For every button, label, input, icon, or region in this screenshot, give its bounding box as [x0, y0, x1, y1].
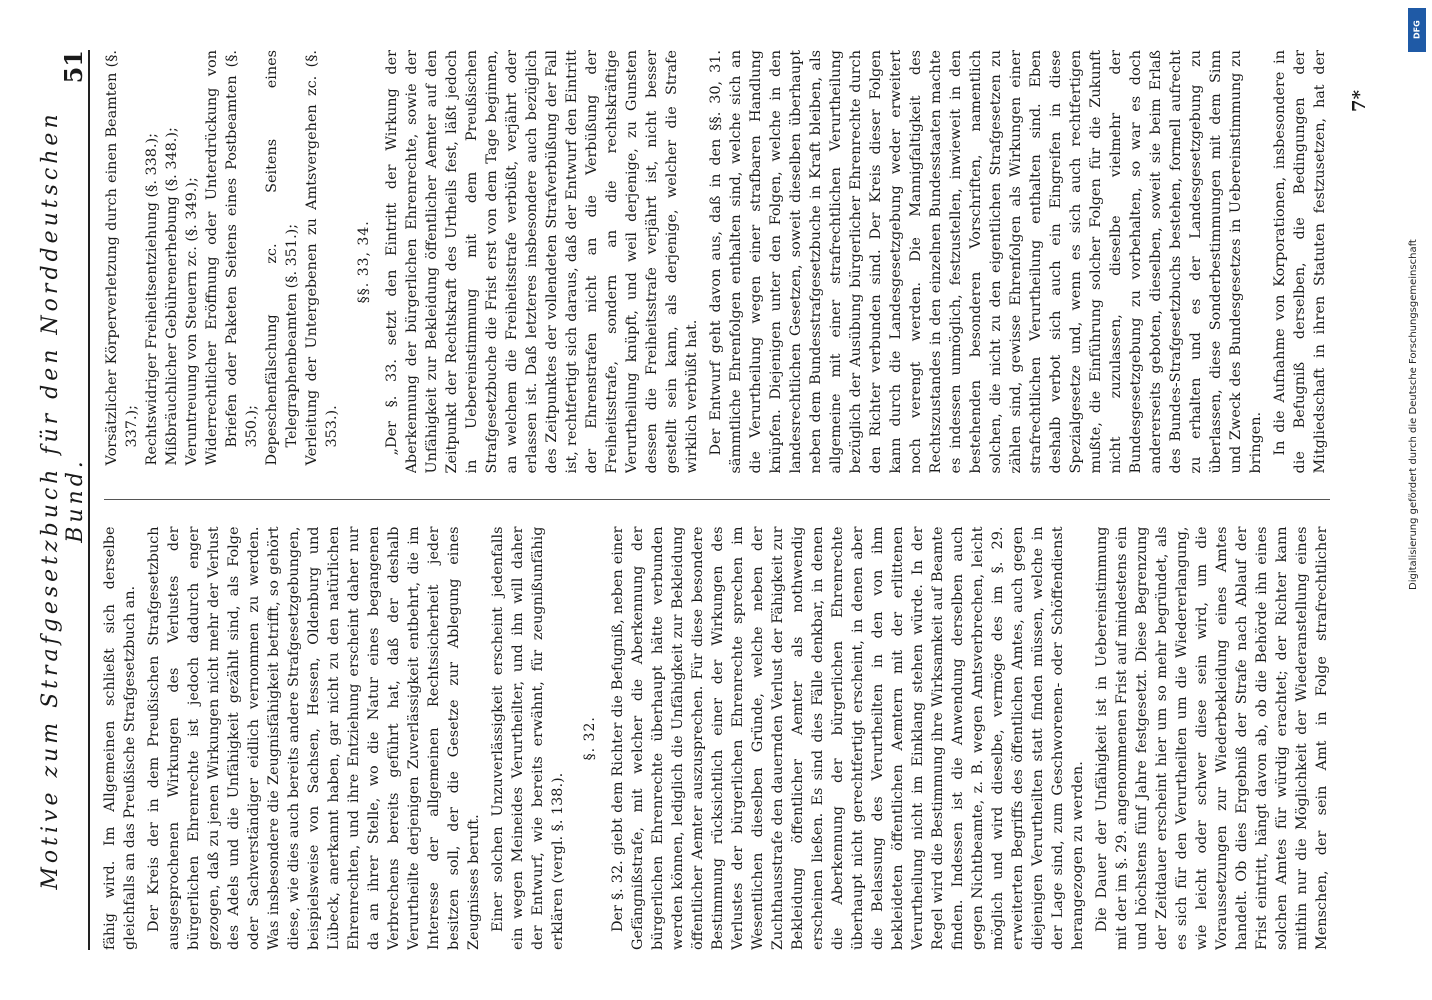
digitization-credit [1402, 0, 1432, 1000]
list-item: Widerrechtlicher Eröffnung oder Unterdrückung von Briefen oder Paketen Seitens eines Postbeamten (§. 350.); [204, 50, 260, 466]
running-title: Motive zum Strafgesetzbuch für den Norddeutschen Bund. [38, 110, 88, 890]
document-page [30, 30, 1390, 970]
paragraph: Die Dauer der Unfähigkeit ist in Uebereinstimmung mit der im §. 29. angenommenen Frist auf mindestens ein und höchstens fünf Jahre festgesetzt. Diese Begrenzung der Zeitdauer erscheint hier um so mehr begründet, als es sich für den Verurtheilten um die Wiedererlangung, wie leicht oder schwer diese sein wird, um die Voraussetzungen zur Wiederbekleidung eines Amtes handelt. Ob dies Ergebniß der Strafe nach Ablauf der Frist eintritt, hängt davon ab, ob die Behörde ihn eines solchen Amtes für würdig erachtet; der Richter kann mithin nur die Möglichkeit der Wiederanstellung eines Menschen, der sein Amt in Folge strafrechtlicher [1094, 526, 1330, 950]
paragraph: „Der §. 33. setzt den Eintritt der Wirkung der Aberkennung der bürgerlichen Ehrenrechte, sowie der Unfähigkeit zur Bekleidung öffentlicher Aemter auf den Zeitpunkt der Rechtskraft des Urtheils fest, läßt jedoch in Uebereinstimmung mit dem Preußischen Strafgesetzbuche die Frist erst von dem Tage beginnen, an welchem die Freiheitsstrafe verbüßt, verjährt oder erlassen ist. Daß letzteres insbesondere auch bezüglich des Zeitpunktes der vollendeten Strafverbüßung der Fall ist, rechtfertigt sich daraus, daß der Entwurf den Eintritt der Ehrenstrafen nicht an die Verbüßung der Freiheitsstrafe, sondern an die rechtskräftige Verurtheilung knüpft, und weil derjenige, zu Gunsten dessen die Freiheitsstrafe verjährt ist, nicht besser gestellt sein kann, als derjenige, welcher die Strafe wirklich verbüßt hat. [384, 50, 700, 474]
list-item: Verleitung der Untergebenen zu Amtsvergehen zc. (§. 353.). [304, 50, 340, 466]
offence-list [102, 50, 342, 474]
dfg-logo: DFG [1408, 8, 1426, 52]
list-item: Mißbräuchlicher Gebührenerhebung (§. 348.); [164, 127, 180, 466]
list-item: Vorsätzlicher Körperverletzung durch einen Beamten (§. 337.); [104, 50, 140, 466]
paragraph: Der Entwurf geht davon aus, daß in den §§. 30, 31. sämmtliche Ehrenfolgen enthalten sind, welche sich an die Verurtheilung wegen einer strafbaren Handlung knüpfen. Diejenigen unter den Folgen, welche in den landesrechtlichen Gesetzen, soweit dieselben überhaupt neben dem Bundesstrafgesetzbuche in Kraft bleiben, als allgemeine mit einer strafrechtlichen Verurtheilung bezüglich der Ausübung bürgerlicher Ehrenrechte durch den Richter verbunden sind. Der Kreis dieser Folgen kann durch die Landesgesetzgebung weder erweitert noch verengt werden. Die Mannigfaltigkeit des Rechtszustandes in den einzelnen Bundesstaaten machte es indessen unmöglich, festzustellen, inwieweit in den bestehenden besonderen Vorschriften, namentlich solchen, die nicht zu den eigentlichen Strafgesetzen zu zählen sind, gewisse Ehrenfolgen als Wirkungen einer strafrechtlichen Verurtheilung enthalten sind. Eben deshalb verbot sich auch ein Eingreifen in diese Spezialgesetze und, wenn es sich auch rechtfertigen mußte, die Einführung solcher Folgen für die Zukunft nicht zuzulassen, dieselbe vielmehr der Bundesgesetzgebung zu vorbehalten, so war es doch andererseits geboten, dieselben, soweit sie beim Erlaß des Bundes-Strafgesetzbuchs bestehen, formell aufrecht zu erhalten und es der Landesgesetzgebung zu überlassen, diese Sonderbestimmungen mit dem Sinn und Zweck des Bundesgesetzes in Uebereinstimmung zu bringen. [708, 50, 1264, 474]
page-header [38, 50, 90, 950]
text-columns [100, 50, 1330, 950]
section-heading: §§. 33, 34. [356, 220, 372, 304]
page-number: 51 [59, 50, 88, 84]
left-column [100, 527, 1330, 951]
column-divider [104, 500, 1330, 501]
paragraph: Der §. 32. giebt dem Richter die Befugniß, neben einer Gefängnißstrafe, mit welcher die Aberkennung der bürgerlichen Ehrenrechte überhaupt hätte verbunden werden können, lediglich die Unfähigkeit zur Bekleidung öffentlicher Aemter auszusprechen. Für diese besondere Bestimmung rücksichtlich einer der Wirkungen des Verlustes der bürgerlichen Ehrenrechte sprechen im Wesentlichen dieselben Gründe, welche neben der Zuchthausstrafe den dauernden Verlust der Fähigkeit zur Bekleidung öffentlicher Aemter als nothwendig erscheinen ließen. Es sind dies Fälle denkbar, in denen die Aberkennung der bürgerlichen Ehrenrechte überhaupt nicht gerechtfertigt erscheint, in denen aber die Belassung des Verurtheilten in den von ihm bekleideten öffentlichen Aemtern mit der erlittenen Verurtheilung nicht im Einklang stehen würde. In der Regel wird die Bestimmung ihre Wirksamkeit auf Beamte finden. Indessen ist die Anwendung derselben auch gegen Nichtbeamte, z. B. wegen Amtsverbrechen, leicht möglich und wird dieselbe, vermöge des im §. 29. erweiterten Begriffs des öffentlichen Amtes, auch gegen diejenigen Verurtheilten statt finden müssen, welche in der Lage sind, zum Geschworenen- oder Schöffendienst herangezogen zu werden. [610, 526, 1086, 950]
list-item: Veruntreuung von Steuern zc. (§. 349.); [184, 177, 200, 466]
right-column [100, 50, 1330, 474]
list-item: Depeschenfälschung zc. Seitens eines Telegraphenbeamten (§. 351.); [264, 50, 300, 466]
paragraph: In die Aufnahme von Korporationen, insbesondere in die Befugniß derselben, die Bedingungen der Mitgliedschaft in ihren Statuten festzusetzen, hat der [1272, 50, 1328, 474]
signature-mark: 7* [1349, 90, 1370, 112]
credit-text: Digitalisierung gefördert durch die Deutsche Forschungsgemeinschaft [1408, 239, 1419, 590]
list-item: Rechtswidriger Freiheitsentziehung (§. 338.); [144, 132, 160, 466]
paragraph: fähig wird. Im Allgemeinen schließt sich derselbe gleichfalls an das Preußische Strafgesetzbuch an. [102, 526, 138, 950]
paragraph: Einer solchen Unzuverlässigkeit erscheint jedenfalls ein wegen Meineides Verurtheilter, und ihn will daher der Entwurf, wie bereits erwähnt, für zeugnißunfähig erklären (vergl. §. 138.). [490, 526, 566, 950]
paragraph: Der Kreis der in dem Preußischen Strafgesetzbuch ausgesprochenen Wirkungen des Verlustes der bürgerlichen Ehrenrechte ist jedoch dadurch enger gezogen, daß zu jenen Wirkungen nicht mehr der Verlust des Adels und die Unfähigkeit gezählt sind, als Folge oder Sachverständiger eidlich vernommen zu werden. Was insbesondere die Zeugnisfähigkeit betrifft, so gehört diese, wie dies auch bereits andere Strafgesetzgebungen, beispielsweise von Sachsen, Hessen, Oldenburg und Lübeck, anerkannt haben, gar nicht zu den natürlichen Ehrenrechten, und ihre Entziehung erscheint daher nur da an ihrer Stelle, wo die Natur eines begangenen Verbrechens bereits geführt hat, daß der deshalb Verurtheilte derjenigen Zuverlässigkeit entbehrt, die im Interesse der allgemeinen Rechtssicherheit jeder besitzen soll, der die Gesetze zur Ablegung eines Zeugnisses beruft. [146, 526, 482, 950]
section-heading: §. 32. [582, 716, 598, 761]
